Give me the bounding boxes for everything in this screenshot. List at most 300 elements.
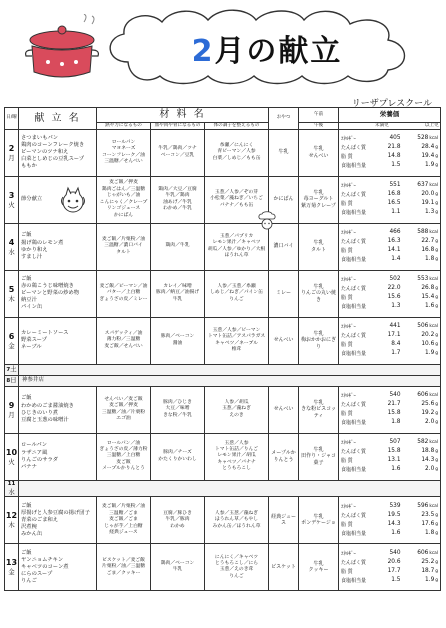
nutrition-value-under: 1.1	[391, 209, 401, 216]
nutrition-line	[341, 576, 438, 585]
nutrition-unit: g	[435, 420, 439, 426]
day-number: 3	[8, 190, 15, 200]
nutrition-value-under: 22.0	[387, 285, 401, 292]
nutrition-value-under: 1.5	[391, 162, 401, 169]
nutrition-value-under: 14.8	[387, 153, 401, 160]
nutrition-value-under: 16.8	[387, 191, 401, 198]
nutrition-line	[341, 558, 438, 567]
snack-pm: 牛乳 梅おかかおにぎり	[299, 317, 339, 364]
nutrition-value-over: 2.0g	[425, 419, 439, 426]
nutrition-label: 脂 質	[341, 457, 353, 464]
nutrition-label: ｴﾈﾙｷﾞｰ	[341, 229, 357, 236]
day-cell	[5, 364, 19, 375]
ingredients-red: せんべい／麦ご飯 麦ご飯／押麦 三温糖／油／片栗粉 エゴ油	[97, 386, 151, 433]
menu-dishes: ご飯 わかめのごま醤油焼き ひじきのいり煮 豆腐と玉葱の味噌汁	[19, 386, 97, 433]
snack-pm: 牛乳 きな粉ビスコッティ	[299, 386, 339, 433]
nutrition-value-over: 17.6g	[421, 521, 439, 528]
nutrition-label: 食塩相当量	[341, 466, 367, 473]
nutrition-unit: g	[435, 192, 439, 198]
table-row	[5, 386, 441, 433]
nutrition-label: 脂 質	[341, 200, 353, 207]
nutrition-unit: g	[435, 239, 439, 245]
nutrition-value-under: 1.6	[391, 530, 401, 537]
nutrition-value-over: 588kcal	[417, 229, 439, 236]
nutrition-line	[341, 332, 438, 341]
nutrition-value-under: 16.5	[387, 200, 401, 207]
snack-am: かにぱん	[269, 176, 299, 223]
ingredients-green: 玉葱／人参／ピーマン トマト缶詰／アスパラガス キャベツ／ネーブル 椎茸	[205, 317, 269, 364]
day-number: 2	[8, 143, 15, 153]
menu-dishes: さつまいもパン 鶏肉のコーンフレーク焼き ピーマンのツナ和え 白菜としめじの豆乳スープ ももか	[19, 129, 97, 176]
nutrition-label: 食塩相当量	[341, 577, 367, 584]
nutrition-line	[341, 520, 438, 529]
nutrition-label: 脂 質	[341, 410, 353, 417]
nutrition-label: 脂 質	[341, 247, 353, 254]
ingredients-yellow: 豚肉／ベーコン 醤油	[151, 317, 205, 364]
nutrition-line	[341, 529, 438, 538]
nutrition-label: 食塩相当量	[341, 256, 367, 263]
col-ingredients: 材 料 名	[97, 108, 269, 123]
holiday-cell	[19, 364, 441, 375]
day-number: 8	[6, 378, 11, 385]
nutrition-unit: g	[435, 286, 439, 292]
nutrition-unit: kcal	[429, 277, 439, 283]
nutrition-line	[341, 448, 438, 457]
nutrition-cell	[339, 386, 441, 433]
ingredients-red: スパゲッティ／油 薄力粉／三温糖 麦ご飯／せんべい	[97, 317, 151, 364]
nutrition-unit: kcal	[429, 324, 439, 330]
nutrition-label: ｴﾈﾙｷﾞｰ	[341, 392, 357, 399]
nutrition-line	[341, 401, 438, 410]
nutrition-label: ｴﾈﾙｷﾞｰ	[341, 135, 357, 142]
ingredients-green: 玉葱／パプリカ レモン果汁／キャベツ 胡瓜／人参／ゆかり／大根 ほうれん草	[205, 223, 269, 270]
menu-dishes: ご飯 厚揚げと人参豆腐の揚げ団子 青菜のごま和え 沢煮椀 みかん缶	[19, 497, 97, 544]
nutrition-value-over: 1.3g	[425, 209, 439, 216]
snack-am: メープルかりんとう	[269, 433, 299, 480]
nutrition-unit: g	[435, 569, 439, 575]
menu-dishes: ご飯 揚げ鶏のレモン煮 ゆかり和え すまし汁	[19, 223, 97, 270]
day-cell	[5, 480, 19, 497]
nutrition-label: たんぱく質	[341, 191, 367, 198]
snack-am: ビスケット	[269, 544, 299, 591]
nutrition-line	[341, 457, 438, 466]
table-row	[5, 270, 441, 317]
snack-am: せんべい	[269, 386, 299, 433]
col-ing-green: 体の調子を整えるもの	[205, 122, 269, 129]
nutrition-value-under: 21.7	[387, 401, 401, 408]
snack-am: せんべい	[269, 317, 299, 364]
day-number: 10	[5, 447, 18, 457]
pot-icon	[22, 14, 104, 84]
weekday: 火	[8, 457, 15, 466]
day-cell	[5, 544, 19, 591]
nutrition-value-over: 19.4g	[421, 153, 439, 160]
nutrition-value-over: 506kcal	[417, 323, 439, 330]
nutrition-value-under: 466	[389, 229, 401, 236]
nutrition-label: たんぱく質	[341, 512, 367, 519]
nutrition-label: 食塩相当量	[341, 209, 367, 216]
nutrition-value-over: 19.2g	[421, 410, 439, 417]
ingredients-yellow: 鶏肉／ベーコン 牛乳	[151, 544, 205, 591]
nutrition-value-over: 14.3g	[421, 457, 439, 464]
nutrition-value-under: 405	[389, 135, 401, 142]
table-row	[5, 433, 441, 480]
nutrition-value-over: 1.9g	[425, 577, 439, 584]
nutrition-value-under: 1.5	[391, 577, 401, 584]
nutrition-line	[341, 549, 438, 558]
ingredients-red: 麦ご飯／片栗粉／油 三温糖／ごま 麦ご飯／ごま じゃが芋／上白糖 経典ジュース	[97, 497, 151, 544]
nutrition-value-over: 20.2g	[421, 332, 439, 339]
nutrition-label: 脂 質	[341, 294, 353, 301]
ingredients-yellow: 豆腐／豚ひき 牛乳／豚肉 わかめ	[151, 497, 205, 544]
nutrition-unit: g	[435, 333, 439, 339]
snack-pm: 牛乳 苺ヨーグルト 紫万菊クレープ	[299, 176, 339, 223]
nut-right-label: 以上児	[424, 122, 439, 128]
nutrition-unit: g	[435, 402, 439, 408]
nutrition-line	[341, 567, 438, 576]
nutrition-value-over: 553kcal	[417, 276, 439, 283]
ingredients-green: にんにく／キャベツ とうもろこし／にら 玉葱／えのき茸 りんご	[205, 544, 269, 591]
col-menu: 献 立 名	[19, 108, 97, 130]
nutrition-line	[341, 135, 438, 144]
weekday: 火	[8, 200, 15, 209]
nutrition-line	[341, 392, 438, 401]
snack-am: ミレー	[269, 270, 299, 317]
day-number: 13	[5, 558, 18, 568]
nutrition-value-over: 1.9g	[425, 350, 439, 357]
nutrition-line	[341, 410, 438, 419]
nutrition-label: たんぱく質	[341, 401, 367, 408]
ingredients-yellow: 鶏肉／大豆／豆腐 牛乳／鶏肉 油あげ／牛乳 わかめ／牛乳	[151, 176, 205, 223]
holiday-row	[5, 375, 441, 386]
ingredients-red: ロールパン／油 ぎょうざの皮／薄力粉 三温糖／上白糖 麦ご飯 メープルかりんとう	[97, 433, 151, 480]
snack-pm: 牛乳 ポンデケージョ	[299, 497, 339, 544]
day-number: 4	[8, 237, 15, 247]
nutrition-unit: kcal	[429, 183, 439, 189]
ingredients-yellow: カレイ／味噌 豚肉／納豆／油揚げ 牛乳	[151, 270, 205, 317]
holiday-cell: 神参井店	[19, 375, 441, 386]
nutrition-line	[341, 238, 438, 247]
nutrition-line	[341, 350, 438, 359]
nutrition-unit: g	[435, 531, 439, 537]
nutrition-unit: g	[435, 342, 439, 348]
nutrition-cell	[339, 497, 441, 544]
nutrition-label: 脂 質	[341, 568, 353, 575]
nutrition-value-over: 25.6g	[421, 401, 439, 408]
nutrition-label: ｴﾈﾙｷﾞｰ	[341, 182, 357, 189]
nutrition-line	[341, 439, 438, 448]
nutrition-label: 食塩相当量	[341, 303, 367, 310]
day-number: 11	[7, 480, 16, 487]
nutrition-line	[341, 323, 438, 332]
nutrition-value-under: 1.8	[391, 419, 401, 426]
table-row	[5, 223, 441, 270]
day-number: 9	[8, 400, 15, 410]
nutrition-unit: g	[435, 145, 439, 151]
nutrition-unit: g	[435, 449, 439, 455]
nutrition-line	[341, 502, 438, 511]
col-snack: おやつ	[269, 108, 299, 130]
ingredients-green: 糸瀬／にんにく 青ピーマン／人参 白菜／しめじ／もも缶	[205, 129, 269, 176]
nutrition-cell	[339, 270, 441, 317]
nutrition-value-over: 28.4g	[421, 144, 439, 151]
day-cell	[5, 317, 19, 364]
nutrition-unit: g	[435, 210, 439, 216]
nutrition-label: ｴﾈﾙｷﾞｰ	[341, 439, 357, 446]
nutrition-unit: g	[435, 163, 439, 169]
nutrition-value-over: 25.2g	[421, 559, 439, 566]
nutrition-line	[341, 303, 438, 312]
nutrition-line	[341, 341, 438, 350]
ingredients-red: 麦ご飯／片栗粉／油 三温糖／濃口バイ タルト	[97, 223, 151, 270]
nutrition-value-under: 15.8	[387, 448, 401, 455]
nutrition-value-under: 19.5	[387, 512, 401, 519]
nutrition-line	[341, 256, 438, 265]
snack-pm: 牛乳 田作り・ジャコ菓子	[299, 433, 339, 480]
nutrition-label: ｴﾈﾙｷﾞｰ	[341, 323, 357, 330]
nutrition-value-under: 14.1	[387, 247, 401, 254]
ingredients-green: 玉葱／人参 トマト缶詰／りんご レモン果汁／胡瓜 キャベツ／バナナ とうもろこし	[205, 433, 269, 480]
nutrition-cell	[339, 129, 441, 176]
nutrition-line	[341, 191, 438, 200]
nutrition-value-over: 606kcal	[417, 550, 439, 557]
nutrition-value-under: 15.6	[387, 294, 401, 301]
weekday: 水	[8, 487, 15, 496]
nutrition-unit: kcal	[429, 551, 439, 557]
nutrition-unit: kcal	[429, 504, 439, 510]
nutrition-line	[341, 144, 438, 153]
nutrition-value-under: 21.8	[387, 144, 401, 151]
nutrition-line	[341, 209, 438, 218]
col-ing-red: 熱や力になるもの	[97, 122, 151, 129]
nutrition-value-over: 596kcal	[417, 503, 439, 510]
nutrition-value-over: 19.1g	[421, 200, 439, 207]
nutrition-label: 脂 質	[341, 341, 353, 348]
weekday: 金	[8, 568, 15, 577]
nutrition-value-under: 551	[389, 182, 401, 189]
oni-icon	[58, 185, 88, 215]
nutrition-unit: g	[435, 578, 439, 584]
nutrition-value-over: 22.7g	[421, 238, 439, 245]
chef-icon	[256, 210, 278, 232]
table-header-row	[5, 108, 441, 123]
ingredients-green: 人参／玉葱／藻ねぎ ほうれん草／もやし みかん缶／ほうれん草	[205, 497, 269, 544]
nutrition-value-over: 606kcal	[417, 392, 439, 399]
nutrition-value-under: 441	[389, 323, 401, 330]
nutrition-label: 脂 質	[341, 153, 353, 160]
holiday-row	[5, 364, 441, 375]
nutrition-value-under: 539	[389, 503, 401, 510]
nutrition-unit: g	[435, 154, 439, 160]
ingredients-green: 人参／胡瓜 玉葱／藻ねぎ えのき	[205, 386, 269, 433]
menu-table	[4, 107, 441, 591]
nutrition-label: 食塩相当量	[341, 350, 367, 357]
nutrition-value-under: 540	[389, 550, 401, 557]
holiday-cell	[19, 480, 441, 497]
nutrition-unit: g	[435, 257, 439, 263]
nutrition-value-over: 582kcal	[417, 439, 439, 446]
nutrition-unit: g	[435, 467, 439, 473]
nutrition-value-over: 23.5g	[421, 512, 439, 519]
nutrition-line	[341, 162, 438, 171]
nutrition-label: たんぱく質	[341, 559, 367, 566]
ingredients-red: 麦ご飯／ピーマン／油 バター／上白糖 ぎょうざの皮／ミレー	[97, 270, 151, 317]
nutrition-label: たんぱく質	[341, 285, 367, 292]
day-number: 7	[6, 367, 11, 374]
nutrition-unit: kcal	[429, 230, 439, 236]
nutrition-value-under: 507	[389, 439, 401, 446]
table-row	[5, 317, 441, 364]
col-day: 日/曜	[5, 108, 19, 130]
school-name: リーザプレスクール	[351, 99, 432, 109]
snack-am: 濃口バイ	[269, 223, 299, 270]
snack-am: 経典ジュース	[269, 497, 299, 544]
col-nutrition: 栄養価	[339, 108, 441, 123]
page-title	[132, 26, 402, 70]
table-row	[5, 129, 441, 176]
nutrition-value-under: 1.4	[391, 256, 401, 263]
nutrition-cell	[339, 544, 441, 591]
nutrition-value-under: 14.3	[387, 521, 401, 528]
nutrition-value-under: 16.3	[387, 238, 401, 245]
day-cell	[5, 375, 19, 386]
nutrition-value-over: 637kcal	[417, 182, 439, 189]
nutrition-unit: g	[435, 201, 439, 207]
nutrition-unit: g	[435, 522, 439, 528]
nutrition-label: たんぱく質	[341, 332, 367, 339]
nutrition-value-over: 20.0g	[421, 191, 439, 198]
nutrition-line	[341, 511, 438, 520]
nutrition-unit: kcal	[429, 440, 439, 446]
nutrition-value-over: 1.6g	[425, 303, 439, 310]
nut-left-label: 未満児	[374, 122, 389, 128]
nutrition-value-over: 26.8g	[421, 285, 439, 292]
day-cell	[5, 223, 19, 270]
weekday: 月	[8, 410, 15, 419]
snack-pm: 牛乳 りんごの丸い焼き	[299, 270, 339, 317]
day-number: 6	[8, 331, 15, 341]
menu-dishes: カレーミートソース 野菜スープ ネーブル	[19, 317, 97, 364]
nutrition-label: ｴﾈﾙｷﾞｰ	[341, 276, 357, 283]
nutrition-value-under: 15.8	[387, 410, 401, 417]
nutrition-value-over: 10.6g	[421, 341, 439, 348]
weekday: 月	[8, 153, 15, 162]
day-cell	[5, 433, 19, 480]
day-number: 5	[8, 284, 15, 294]
nutrition-unit: g	[435, 304, 439, 310]
nutrition-value-over: 16.8g	[421, 247, 439, 254]
ingredients-yellow: 鶏肉／牛乳	[151, 223, 205, 270]
weekday: 金	[8, 341, 15, 350]
menu-dishes: 節分献立	[19, 176, 97, 223]
nutrition-value-over: 15.4g	[421, 294, 439, 301]
nutrition-value-under: 13.1	[387, 457, 401, 464]
day-cell	[5, 270, 19, 317]
weekday: 水	[8, 247, 15, 256]
col-am: 午前	[299, 108, 339, 123]
nutrition-unit: g	[435, 458, 439, 464]
nutrition-line	[341, 466, 438, 475]
ingredients-yellow: 牛乳／鶏肉／ツナ ベーコン／豆乳	[151, 129, 205, 176]
weekday: 土	[10, 365, 17, 374]
weekday: 日	[10, 376, 17, 385]
holiday-row	[5, 480, 441, 497]
nutrition-label: 食塩相当量	[341, 419, 367, 426]
nutrition-label: たんぱく質	[341, 238, 367, 245]
nutrition-line	[341, 182, 438, 191]
snack-pm: 牛乳 クッキー	[299, 544, 339, 591]
snack-pm: 牛乳 タルト	[299, 223, 339, 270]
nutrition-line	[341, 229, 438, 238]
snack-pm: 牛乳 せんべい	[299, 129, 339, 176]
nutrition-label: 脂 質	[341, 521, 353, 528]
title-text: 月の献立	[214, 34, 343, 69]
nutrition-label: 食塩相当量	[341, 162, 367, 169]
menu-dishes: ロールパン ラザニア風 りんごのサラダ バナナ	[19, 433, 97, 480]
nutrition-line	[341, 200, 438, 209]
nutrition-value-under: 1.3	[391, 303, 401, 310]
menu-dishes: ご飯 赤の鶏こうじ味噌焼き ピーマンと野菜の炒め物 納豆汁 パイン缶	[19, 270, 97, 317]
nutrition-unit: g	[435, 351, 439, 357]
ingredients-red: 麦ご飯／押麦 鶏肉ごはん／三温糖 じゃがいも／油 こんにゃく／クレープ リンゴジュース かにぱん	[97, 176, 151, 223]
menu-dishes: ご飯 ヤンニョムチキン キャベツのコーン煮 にらのスープ りんご	[19, 544, 97, 591]
nutrition-unit: g	[435, 295, 439, 301]
nutrition-value-under: 540	[389, 392, 401, 399]
nutrition-value-over: 18.8g	[421, 448, 439, 455]
nutrition-cell	[339, 176, 441, 223]
nutrition-value-over: 1.8g	[425, 530, 439, 537]
nutrition-line	[341, 419, 438, 428]
ingredients-yellow: 豚肉／チーズ かたくりかいわし	[151, 433, 205, 480]
nutrition-cell	[339, 317, 441, 364]
ingredients-green: 人参／玉葱／糸瀬 しめじ／ねぎ／パイン缶 りんご	[205, 270, 269, 317]
nutrition-value-over: 528kcal	[417, 135, 439, 142]
nutrition-label: たんぱく質	[341, 448, 367, 455]
weekday: 木	[8, 521, 15, 530]
nutrition-line	[341, 247, 438, 256]
table-row	[5, 497, 441, 544]
ingredients-yellow: 豚肉／ひじき 大豆／味噌 きな粉／牛乳	[151, 386, 205, 433]
ingredients-green: 玉葱／人参／ぞの芽 小松菜／藻ねぎ／いちご バナナ／もも缶	[205, 176, 269, 223]
nutrition-label: 食塩相当量	[341, 530, 367, 537]
nutrition-line	[341, 285, 438, 294]
nutrition-value-over: 18.7g	[421, 568, 439, 575]
nutrition-unit: g	[435, 411, 439, 417]
page-header	[0, 0, 446, 109]
col-ing-yellow: 血や肉や骨になるもの	[151, 122, 205, 129]
nutrition-line	[341, 153, 438, 162]
nutrition-value-under: 1.7	[391, 350, 401, 357]
nutrition-unit: g	[435, 513, 439, 519]
nutrition-value-under: 20.6	[387, 559, 401, 566]
snack-am: 牛乳	[269, 129, 299, 176]
day-cell	[5, 129, 19, 176]
ingredients-red: ロールパン マヨネーズ コーンフレーク／油 三温糖／せんべい	[97, 129, 151, 176]
nutrition-unit: kcal	[429, 136, 439, 142]
nutrition-unit: g	[435, 560, 439, 566]
nutrition-line	[341, 276, 438, 285]
nutrition-value-over: 1.8g	[425, 256, 439, 263]
table-row	[5, 544, 441, 591]
nutrition-cell	[339, 433, 441, 480]
nutrition-cell	[339, 223, 441, 270]
nutrition-label: たんぱく質	[341, 144, 367, 151]
nutrition-value-over: 1.9g	[425, 162, 439, 169]
nutrition-value-under: 502	[389, 276, 401, 283]
title-month: 2	[191, 34, 215, 69]
day-cell	[5, 386, 19, 433]
day-cell	[5, 497, 19, 544]
